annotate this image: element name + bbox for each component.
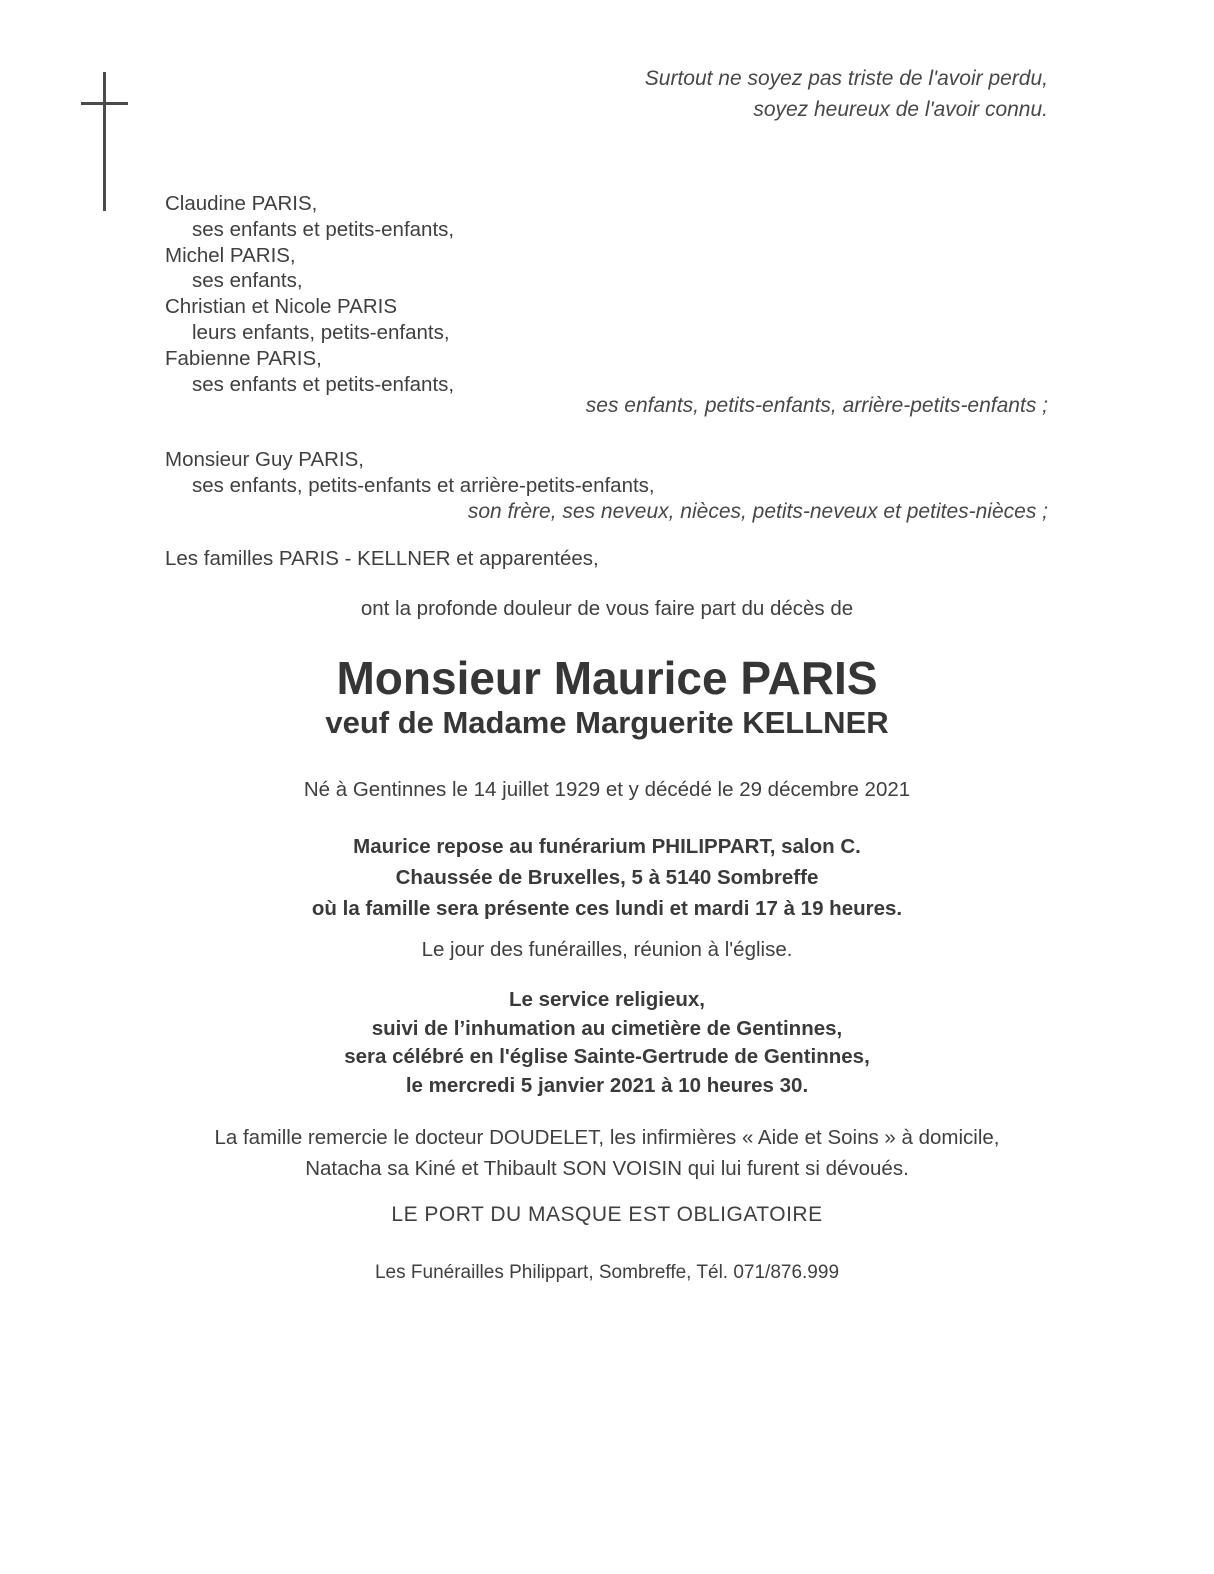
cross-horizontal-bar — [81, 102, 128, 105]
epitaph-quote — [645, 63, 1048, 125]
family-member-detail: leurs enfants, petits-enfants, — [192, 320, 450, 344]
family-member-line: Michel PARIS, — [165, 243, 296, 267]
thanks-line-1: La famille remercie le docteur DOUDELET, les infirmières « Aide et Soins » à domicile, — [214, 1126, 1000, 1149]
family-member-line: Christian et Nicole PARIS — [165, 295, 398, 319]
religious-service-block — [0, 986, 1214, 1100]
epitaph-quote-line-2: soyez heureux de l'avoir connu. — [753, 98, 1048, 121]
epitaph-quote-line-1: Surtout ne soyez pas triste de l'avoir perdu, — [644, 67, 1048, 90]
deceased-name: Monsieur Maurice PARIS — [336, 652, 878, 704]
service-datetime-line: le mercredi 5 janvier 2021 à 10 heures 30. — [405, 1073, 809, 1097]
brother-relation-note: son frère, ses neveux, nièces, petits-neveux et petites-nièces ; — [467, 500, 1048, 523]
deceased-relation: veuf de Madame Marguerite KELLNER — [325, 705, 889, 740]
service-burial-line: suivi de l’inhumation au cimetière de Gentinnes, — [371, 1016, 843, 1040]
announcement-sentence: ont la profonde douleur de vous faire part du décès de — [360, 597, 854, 620]
brother-detail-line: ses enfants, petits-enfants et arrière-petits-enfants, — [192, 474, 655, 497]
family-member-line: Fabienne PARIS, — [165, 346, 322, 370]
families-line: Les familles PARIS - KELLNER et apparentées, — [165, 547, 599, 570]
repose-info-block — [0, 831, 1214, 924]
brother-block — [165, 447, 655, 499]
deceased-block — [0, 652, 1214, 742]
family-members-list — [165, 191, 454, 397]
family-member-detail: ses enfants et petits-enfants, — [192, 217, 455, 241]
cross-vertical-bar — [103, 72, 106, 211]
service-church-line: sera célébré en l'église Sainte-Gertrude de Gentinnes, — [344, 1045, 870, 1068]
repose-location-line: Maurice repose au funérarium PHILIPPART, salon C. — [353, 835, 861, 858]
mask-requirement-notice: LE PORT DU MASQUE EST OBLIGATOIRE — [391, 1203, 823, 1226]
descendants-relation-note: ses enfants, petits-enfants, arrière-petits-enfants ; — [585, 394, 1048, 417]
funeral-day-note: Le jour des funérailles, réunion à l'église. — [421, 938, 793, 961]
life-dates-line: Né à Gentinnes le 14 juillet 1929 et y décédé le 29 décembre 2021 — [303, 778, 911, 801]
family-member-detail: ses enfants, — [192, 269, 303, 293]
family-member-detail: ses enfants et petits-enfants, — [192, 372, 455, 396]
thanks-block — [0, 1122, 1214, 1184]
funeral-home-footer: Les Funérailles Philippart, Sombreffe, Tél. 071/876.999 — [374, 1262, 840, 1283]
brother-name-line: Monsieur Guy PARIS, — [165, 448, 364, 471]
repose-visiting-hours-line: où la famille sera présente ces lundi et mardi 17 à 19 heures. — [311, 897, 903, 920]
family-member-line: Claudine PARIS, — [165, 192, 318, 215]
service-title-line: Le service religieux, — [508, 988, 705, 1011]
repose-address-line: Chaussée de Bruxelles, 5 à 5140 Sombreffe — [395, 866, 819, 889]
thanks-line-2: Natacha sa Kiné et Thibault SON VOISIN qui lui furent si dévoués. — [305, 1157, 909, 1180]
